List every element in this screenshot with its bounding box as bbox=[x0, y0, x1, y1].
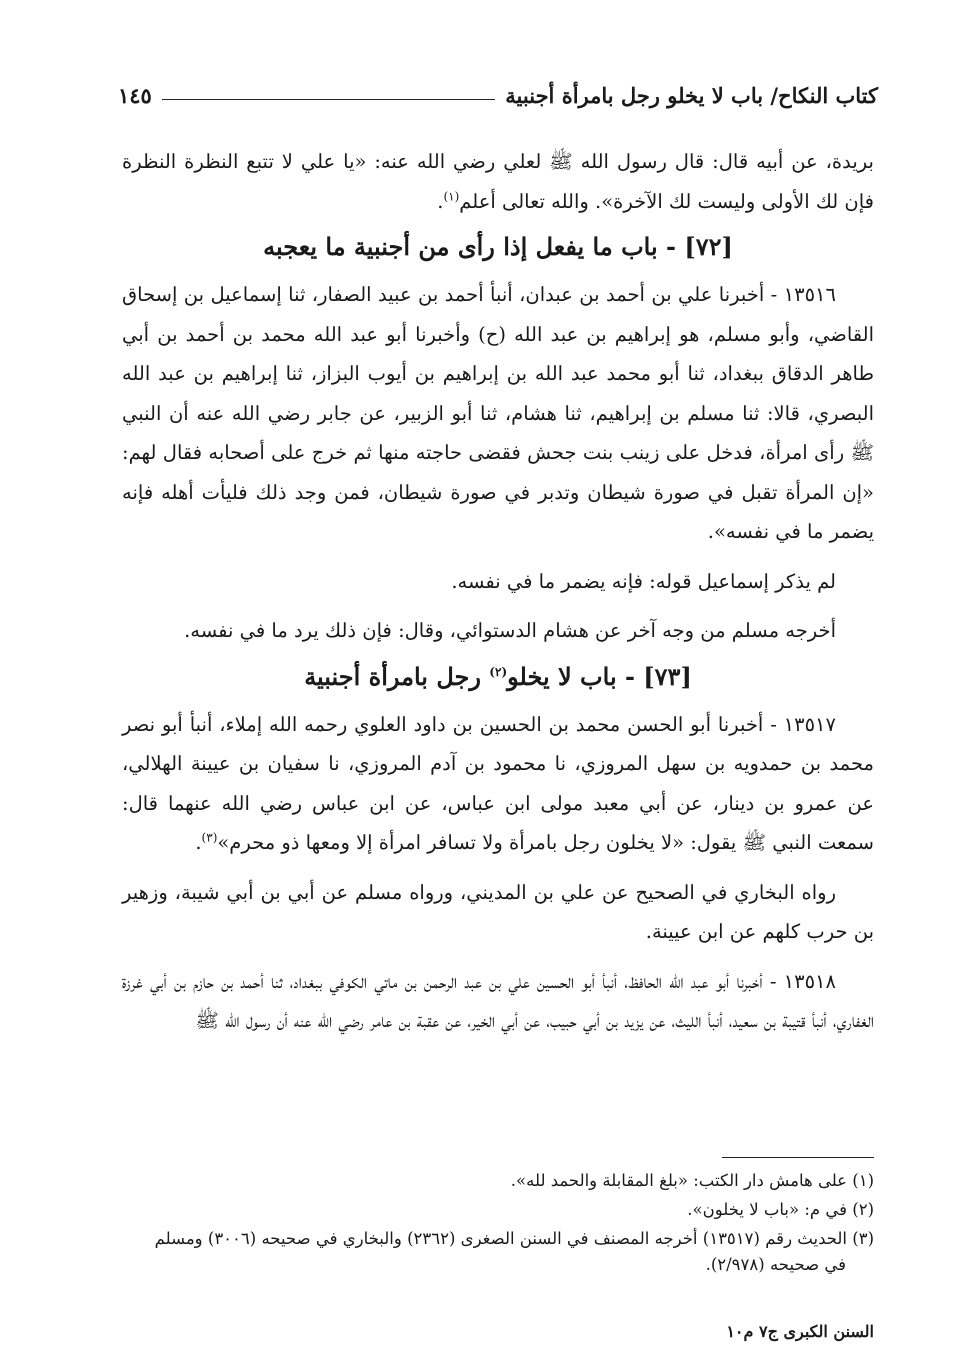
footnote-1: (١) على هامش دار الكتب: «بلغ المقابلة والحمد لله». bbox=[510, 1171, 874, 1190]
paragraph-muslim-takhrij: أخرجه مسلم من وجه آخر عن هشام الدستوائي، وقال: فإن ذلك يرد ما في نفسه. bbox=[184, 619, 836, 642]
hadith-13516: ١٣٥١٦ - أخبرنا علي بن أحمد بن عبدان، أنبأ أحمد بن عبيد الصفار، ثنا إسماعيل بن إسحاق القاضي، وأبو مسلم، هو إبراهيم بن عبد الله (ح) وأخبرنا أبو عبد الله محمد بن أحمد بن أبي طاهر الدقاق ببغداد، ثنا أبو محمد عبد الله بن إبراهيم بن أيوب البزاز، ثنا إبراهيم بن عبد الله البصري، قالا: ثنا مسلم بن إبراهيم، ثنا هشام، ثنا أبو الزبير، عن جابر رضي الله عنه أن النبي ﷺ رأى امرأة، فدخل على زينب بنت جحش فقضى حاجته منها ثم خرج على أصحابه فقال لهم: «إن المرأة تقبل في صورة شيطان وتدبر في صورة شيطان، فمن وجد ذلك فليأت أهله فإنه يضمر ما في نفسه». bbox=[122, 283, 874, 543]
header-rule bbox=[162, 99, 495, 100]
hadith-13518: ١٣٥١٨ - أخبرنا أبو عبد الله الحافظ، أنبأ أبو الحسين علي بن عبد الرحمن بن ماتي الكوفي ببغداد، ثنا أحمد بن حازم بن أبي غرزة الغفاري، أنبأ قتيبة بن سعيد، أنبأ الليث، عن يزيد بن أبي حبيب، عن أبي الخير، عن عقبة بن عامر رضي الله عنه أن رسول الله ﷺ bbox=[122, 969, 874, 1032]
header-title: كتاب النكاح/ باب لا يخلو رجل بامرأة أجنبية bbox=[505, 82, 878, 108]
footnote-rule bbox=[722, 1157, 874, 1158]
footnote-ref-1: (١) bbox=[443, 189, 460, 203]
running-header bbox=[118, 78, 878, 112]
footnote-2: (٢) في م: «باب لا يخلون». bbox=[687, 1200, 874, 1219]
hadith-13517: ١٣٥١٧ - أخبرنا أبو الحسن محمد بن الحسين بن داود العلوي رحمه الله إملاء، أنبأ أبو نصر محمد بن حمدويه بن سهل المروزي، نا محمود بن آدم المروزي، نا سفيان بن عيينة الهلالي، عن عمرو بن دينار، عن أبي معبد مولى ابن عباس، عن ابن عباس رضي الله عنهما قال: سمعت النبي ﷺ يقول: «لا يخلون رجل بامرأة ولا تسافر امرأة إلا ومعها ذو محرم»$^{(٣)}$. bbox=[122, 712, 874, 854]
footnote-ref-2: (٢) bbox=[489, 664, 508, 679]
page-number: ١٤٥ bbox=[118, 82, 152, 108]
footnotes bbox=[130, 1168, 874, 1281]
paragraph-bukhari-takhrij: رواه البخاري في الصحيح عن علي بن المديني، ورواه مسلم عن أبي بن أبي شيبة، وزهير بن حرب كلهم عن ابن عيينة. bbox=[122, 880, 874, 943]
chapter-heading-72: [٧٢] - باب ما يفعل إذا رأى من أجنبية ما يعجبه bbox=[263, 232, 733, 261]
footnote-3: (٣) الحديث رقم (١٣٥١٧) أخرجه المصنف في السنن الصغرى (٢٣٦٢) والبخاري في صحيحه (٣٠٠٦) ومسلم في صحيحه (٢/٩٧٨). bbox=[154, 1229, 874, 1274]
paragraph-note-ismail: لم يذكر إسماعيل قوله: فإنه يضمر ما في نفسه. bbox=[451, 569, 836, 593]
main-text bbox=[122, 142, 874, 1041]
signature-mark: السنن الكبرى ج٧ م١٠ bbox=[726, 1322, 874, 1341]
paragraph-1: بريدة، عن أبيه قال: قال رسول الله ﷺ لعلي رضي الله عنه: «يا علي لا تتبع النظرة النظرة فإن لك الأولى وليست لك الآخرة». والله تعالى أعلم$^{(١)}$. bbox=[122, 150, 874, 213]
chapter-heading-73: [٧٣] - باب لا يخلو$^{(٢)}$ رجل بامرأة أجنبية bbox=[304, 661, 692, 691]
footnote-ref-3: (٣) bbox=[201, 830, 218, 845]
